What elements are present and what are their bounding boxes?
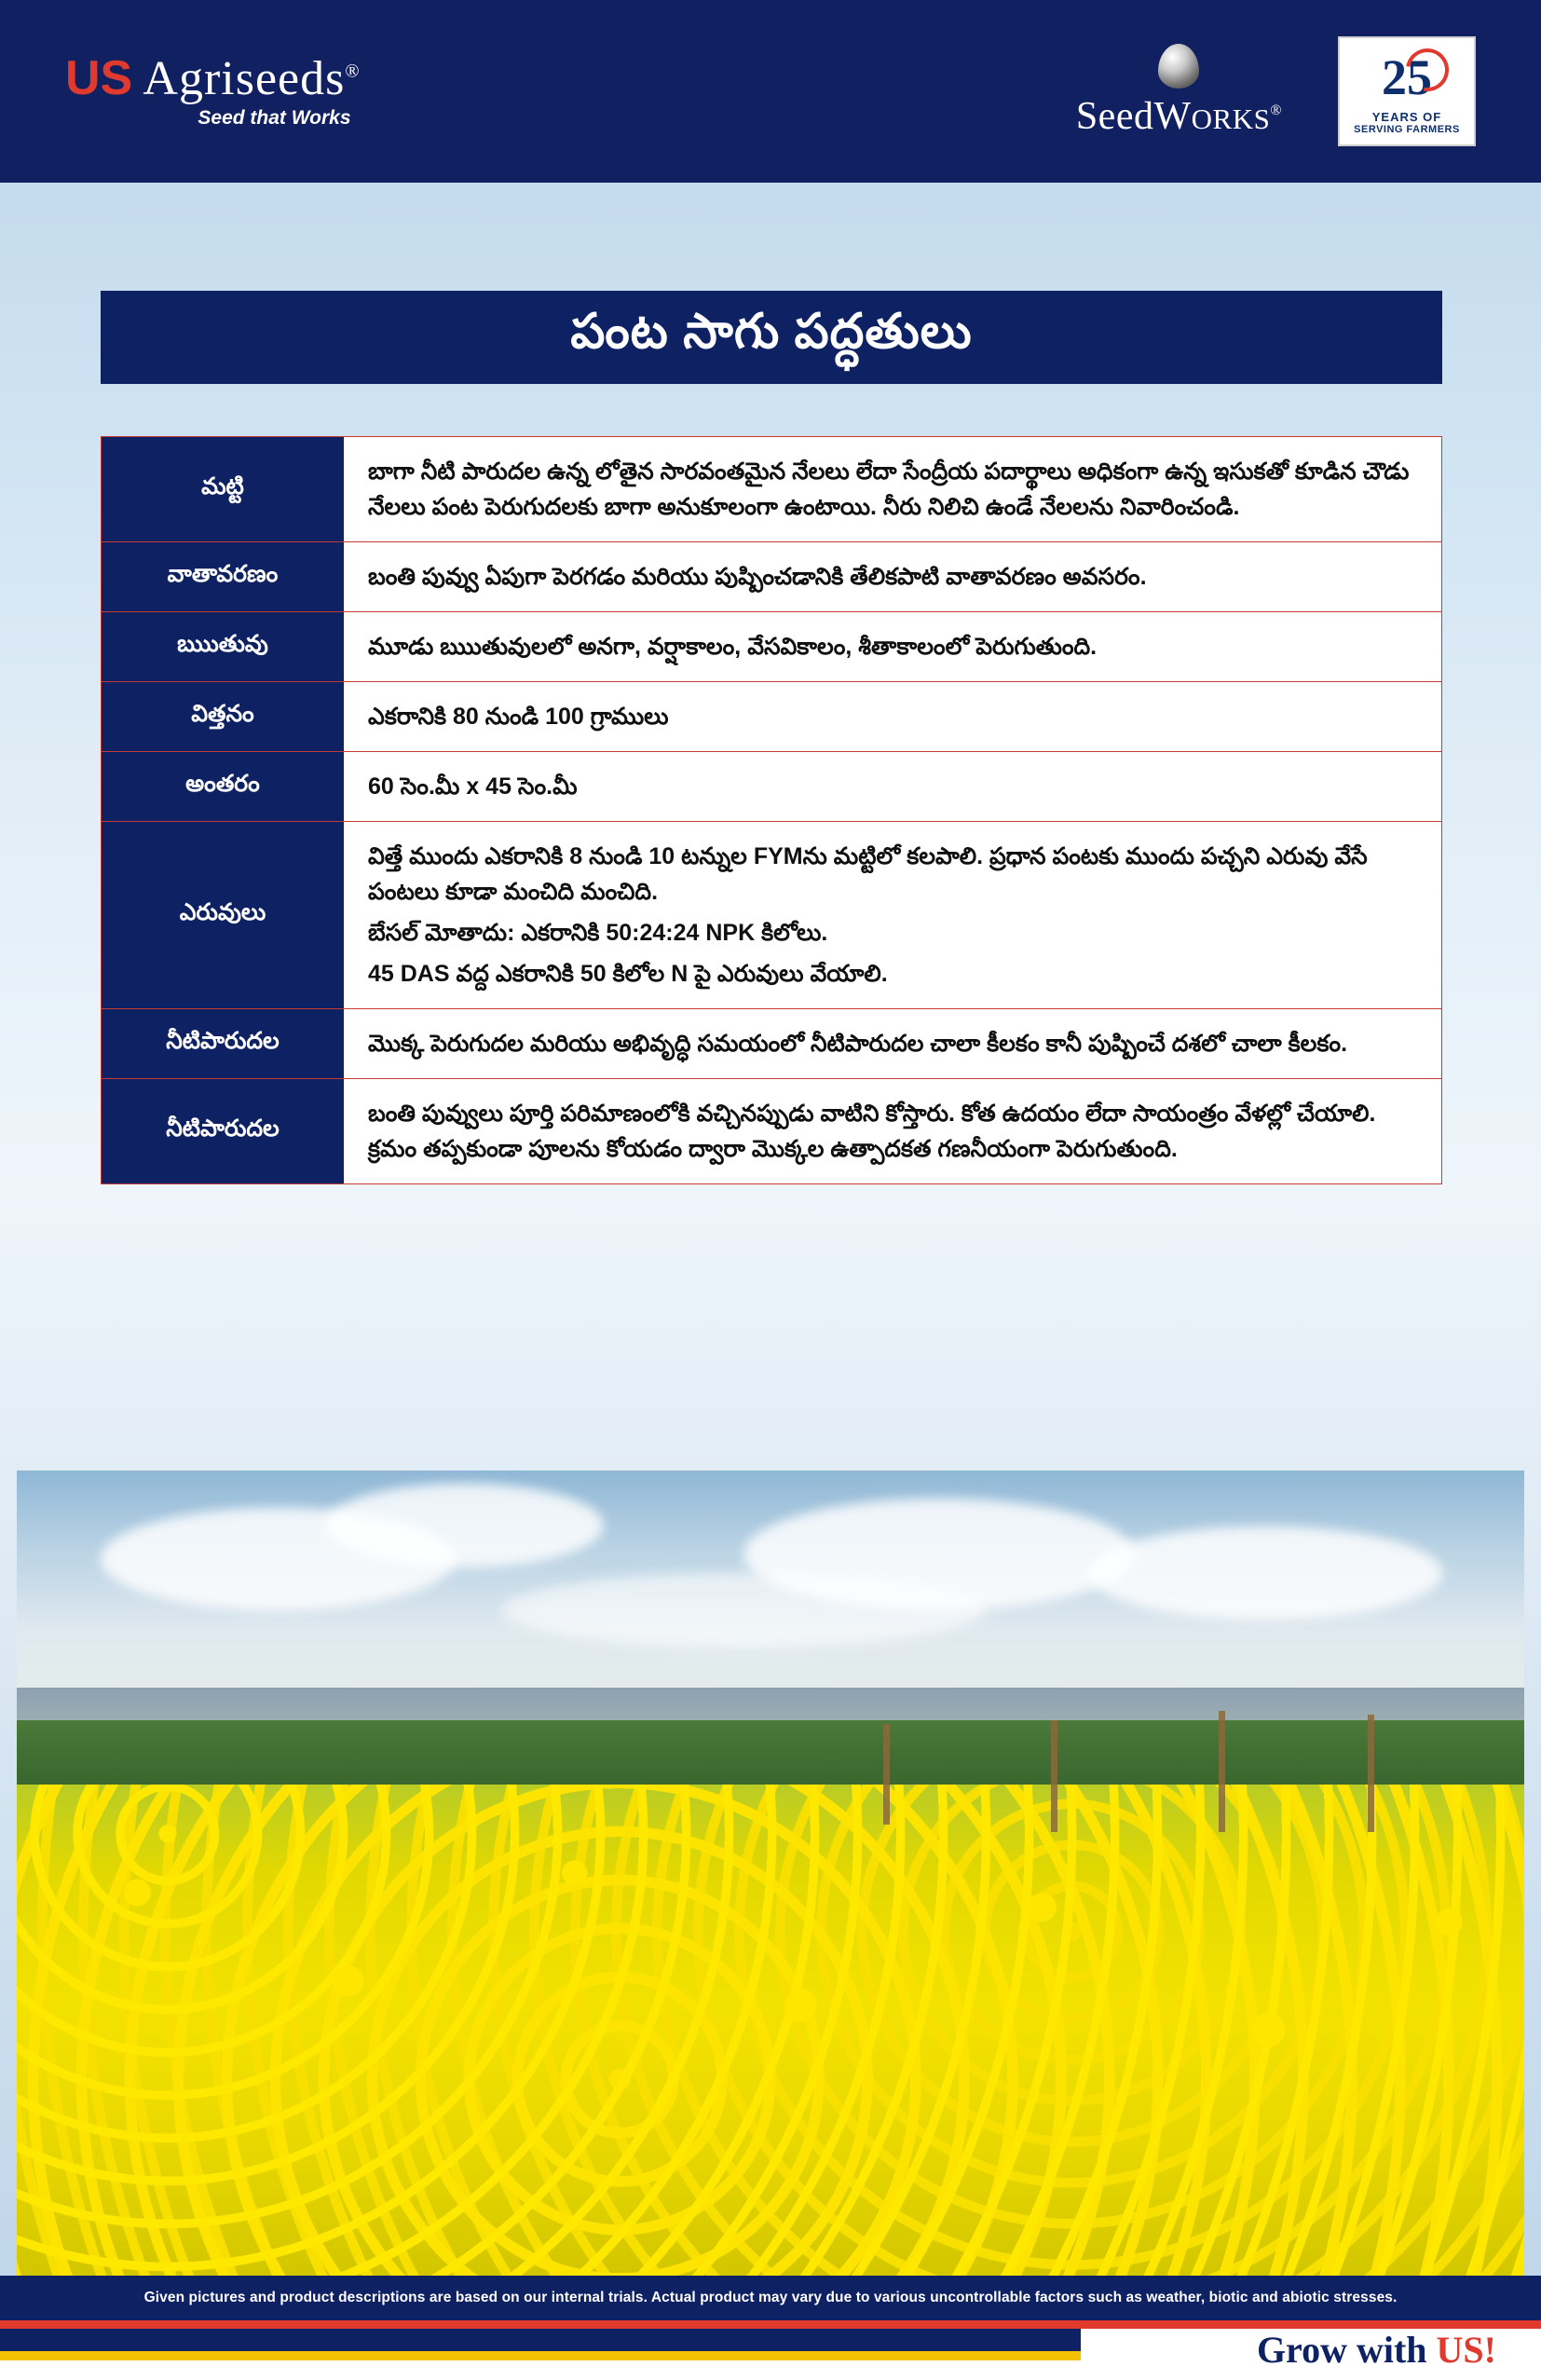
row-value-line: మూడు ఋుతువులలో అనగా, వర్షాకాలం, వేసవికాలం, శీతాకాలంలో పెరుగుతుంది. [368,634,1098,660]
row-value-line: 45 DAS వద్ద ఎకరానికి 50 కిలోల N పై ఎరువులు వేయాలి. [368,961,888,987]
table-row [102,1008,1441,1078]
page-title [101,291,1442,384]
row-label: అంతరం [102,752,344,821]
row-value [344,437,1441,541]
table-row [102,751,1441,821]
row-value-line: 60 సెం.మీ x 45 సెం.మీ [368,773,578,800]
row-value [344,752,1441,821]
seedworks-orks: ORKS [1191,103,1271,135]
us-agriseeds-tagline: Seed that Works [198,106,351,129]
row-value-line: ఎకరానికి 80 నుండి 100 గ్రాములు [368,704,669,730]
marigold-field [17,1785,1524,2276]
footer-stripe-blue [0,2329,1081,2351]
seedworks-wordmark [1076,94,1282,139]
footer-stripe-yellow [0,2351,1081,2360]
field-post [883,1724,890,1825]
row-value [344,822,1441,1008]
registered-icon-2: ® [1270,103,1282,118]
table-row [102,1078,1441,1183]
row-value-line: విత్తే ముందు ఎకరానికి 8 నుండి 10 టన్నుల FYMను మట్టిలో కలపాలి. ప్రధాన పంటకు ముందు పచ్చని ఎరువు వేసే పంటలు కూడా మంచిది మంచిది. [368,843,1368,905]
row-label: విత్తనం [102,682,344,751]
footer-tagline-prefix: Grow with [1256,2329,1437,2371]
row-value-line: బేసల్ మోతాదు: ఎకరానికి 50:24:24 NPK కిలోలు. [368,920,828,946]
marigold-field-photo [17,1470,1524,2276]
cloud [324,1484,604,1567]
row-value-line: బంతి పువ్వులు పూర్తి పరిమాణంలోకి వచ్చినప్పుడు వాటిని కోస్తారు. కోత ఉదయం లేదా సాయంత్రం వేళల్లో చేయాలి. క్రమం తప్పకుండా పూలను కోయడం ద్వారా మొక్కల ఉత్పాదకత గణనీయంగా పెరుగుతుంది. [368,1101,1376,1162]
anniversary-line2: SERVING FARMERS [1354,123,1460,135]
row-value [344,1079,1441,1183]
row-value [344,682,1441,751]
anniversary-line1: YEARS OF [1371,109,1442,124]
us-agriseeds-us: US [65,51,133,106]
seed-drop-icon [1158,44,1199,89]
disclaimer-bar [0,2276,1541,2320]
table-row [102,541,1441,611]
row-value [344,1009,1441,1078]
row-label: ఋుతువు [102,612,344,681]
anniversary-number-text: 25 [1382,48,1432,105]
row-label: నీటిపారుదల [102,1009,344,1078]
header-bar [0,0,1541,183]
footer-tagline [1257,2328,1496,2372]
cloud [501,1573,986,1648]
anniversary-badge [1338,36,1476,146]
table-row [102,437,1441,541]
anniversary-number [1382,48,1432,105]
seedworks-w: W [1153,95,1192,138]
us-agriseeds-logo [65,53,361,130]
cloud [1088,1526,1442,1620]
row-value-line: బంతి పువ్వు ఏపుగా పెరగడం మరియు పుష్పించడానికి తేలికపాటి వాతావరణం అవసరం. [368,564,1147,590]
row-value-line: మొక్క పెరుగుదల మరియు అభివృద్ధి సమయంలో నీటిపారుదల చాలా కీలకం కానీ పుష్పించే దశలో చాలా కీలకం. [368,1031,1348,1057]
field-post [1219,1711,1225,1832]
seedworks-logo [1076,44,1282,139]
row-value [344,542,1441,611]
table-row [102,681,1441,751]
field-post [1051,1720,1057,1832]
registered-icon: ® [345,61,361,82]
field-post [1368,1715,1374,1832]
row-label: ఎరువులు [102,822,344,1008]
cultivation-practices-table [101,436,1442,1184]
row-label: నీటిపారుదల [102,1079,344,1183]
page-title-text: పంట సాగు పద్ధతులు [570,304,973,359]
us-agriseeds-wordmark [65,53,361,105]
table-row [102,611,1441,681]
seedworks-seed: Seed [1075,95,1154,138]
row-value [344,612,1441,681]
us-agriseeds-rest: Agriseeds [143,52,346,106]
row-label: మట్టి [102,437,344,541]
row-label: వాతావరణం [102,542,344,611]
footer-tagline-us: US! [1436,2329,1496,2371]
disclaimer-text: Given pictures and product descriptions are based on our internal trials. Actual product may vary due to various uncontrollable factors such as weather, biotic and abiotic stresses. [143,2290,1398,2305]
footer-bar [0,2320,1541,2380]
row-value-line: బాగా నీటి పారుదల ఉన్న లోతైన సారవంతమైన నేలలు లేదా సేంద్రీయ పదార్థాలు అధికంగా ఉన్న ఇసుకతో కూడిన చౌడు నేలలు పంట పెరుగుదలకు బాగా అనుకూలంగా ఉంటాయి. నీరు నిలిచి ఉండే నేలలను నివారించండి. [368,458,1410,520]
table-row [102,821,1441,1008]
